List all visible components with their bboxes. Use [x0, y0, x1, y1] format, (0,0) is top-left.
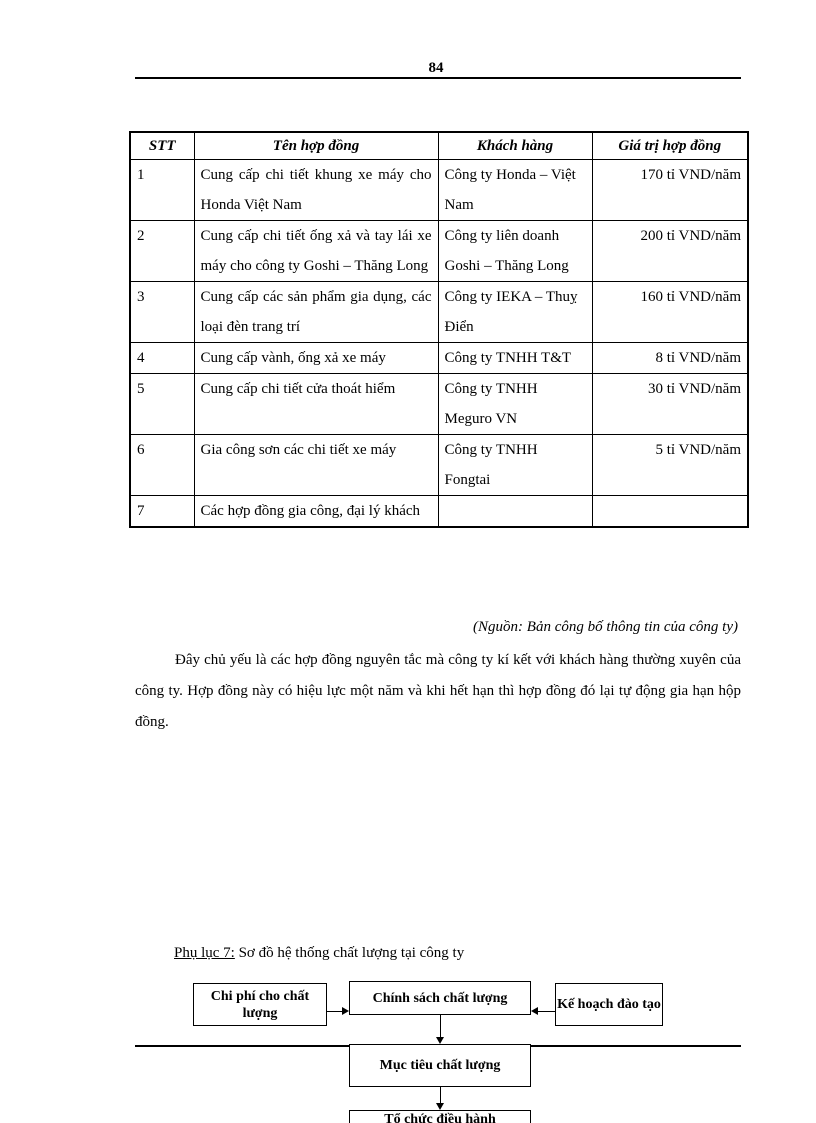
table-row: [130, 374, 748, 435]
row-customer: Công ty TNHH Meguro VN: [438, 374, 592, 435]
row-value: 160 tỉ VND/năm: [592, 282, 748, 343]
row-value: 170 tỉ VND/năm: [592, 160, 748, 221]
table-source-note: (Nguồn: Bản công bố thông tin của công ty): [473, 619, 738, 635]
arrow-cost-to-policy: [327, 1011, 342, 1012]
row-value: 200 tỉ VND/năm: [592, 221, 748, 282]
row-value: 5 tỉ VND/năm: [592, 435, 748, 496]
arrow-training-to-policy: [538, 1011, 555, 1012]
table-row: [130, 221, 748, 282]
row-name: Cung cấp chi tiết khung xe máy cho Honda Việt Nam: [194, 160, 438, 221]
row-stt: 7: [130, 496, 194, 528]
row-customer: Công ty IEKA – Thuỵ Điển: [438, 282, 592, 343]
row-value: [592, 496, 748, 528]
arrow-head-down: [436, 1103, 444, 1110]
table-row: [130, 343, 748, 374]
arrow-head-left: [531, 1007, 538, 1015]
body-paragraph: Đây chủ yếu là các hợp đồng nguyên tắc mà công ty kí kết với khách hàng thường xuyên của công ty. Hợp đồng này có hiệu lực một năm và khi hết hạn thì hợp đồng đó lại tự động gia hạn hộp đồng.: [135, 652, 741, 730]
header-customer: Khách hàng: [438, 132, 592, 160]
appendix-title-text: Sơ đồ hệ thống chất lượng tại công ty: [234, 945, 465, 961]
arrow-policy-to-objectives: [440, 1015, 441, 1037]
row-name: Cung cấp chi tiết cửa thoát hiểm: [194, 374, 438, 435]
row-name: Cung cấp chi tiết ống xả và tay lái xe máy cho công ty Goshi – Thăng Long: [194, 221, 438, 282]
row-stt: 5: [130, 374, 194, 435]
arrow-head-right: [342, 1007, 349, 1015]
box-quality-objectives: Mục tiêu chất lượng: [349, 1044, 531, 1087]
row-value: 8 tỉ VND/năm: [592, 343, 748, 374]
header-name: Tên hợp đồng: [194, 132, 438, 160]
header-stt: STT: [130, 132, 194, 160]
box-organization: Tổ chức điều hành: [349, 1110, 531, 1123]
row-stt: 1: [130, 160, 194, 221]
arrow-head-down: [436, 1037, 444, 1044]
page-number: 84: [428, 60, 444, 76]
row-customer: Công ty Honda – Việt Nam: [438, 160, 592, 221]
table-row: [130, 435, 748, 496]
row-value: 30 tỉ VND/năm: [592, 374, 748, 435]
header-rule: [135, 77, 741, 79]
header-value: Giá trị hợp đồng: [592, 132, 748, 160]
table-row: [130, 160, 748, 221]
row-name: Các hợp đồng gia công, đại lý khách: [194, 496, 438, 528]
table-header-row: [130, 132, 748, 160]
box-training-plan: Kế hoạch đào tạo: [555, 983, 663, 1026]
appendix-label: Phụ lục 7:: [174, 945, 235, 961]
row-stt: 4: [130, 343, 194, 374]
contracts-table: [129, 131, 749, 528]
row-customer: Công ty liên doanh Goshi – Thăng Long: [438, 221, 592, 282]
row-stt: 3: [130, 282, 194, 343]
row-name: Cung cấp các sản phẩm gia dụng, các loại đèn trang trí: [194, 282, 438, 343]
row-stt: 2: [130, 221, 194, 282]
appendix-title: [174, 945, 464, 962]
row-customer: Công ty TNHH Fongtai: [438, 435, 592, 496]
row-name: Cung cấp vành, ống xả xe máy: [194, 343, 438, 374]
table-row: [130, 496, 748, 528]
arrow-objectives-to-organization: [440, 1087, 441, 1103]
table-row: [130, 282, 748, 343]
box-quality-cost: Chi phí cho chất lượng: [193, 983, 327, 1026]
box-quality-policy: Chính sách chất lượng: [349, 981, 531, 1015]
row-customer: [438, 496, 592, 528]
row-stt: 6: [130, 435, 194, 496]
row-customer: Công ty TNHH T&T: [438, 343, 592, 374]
row-name: Gia công sơn các chi tiết xe máy: [194, 435, 438, 496]
